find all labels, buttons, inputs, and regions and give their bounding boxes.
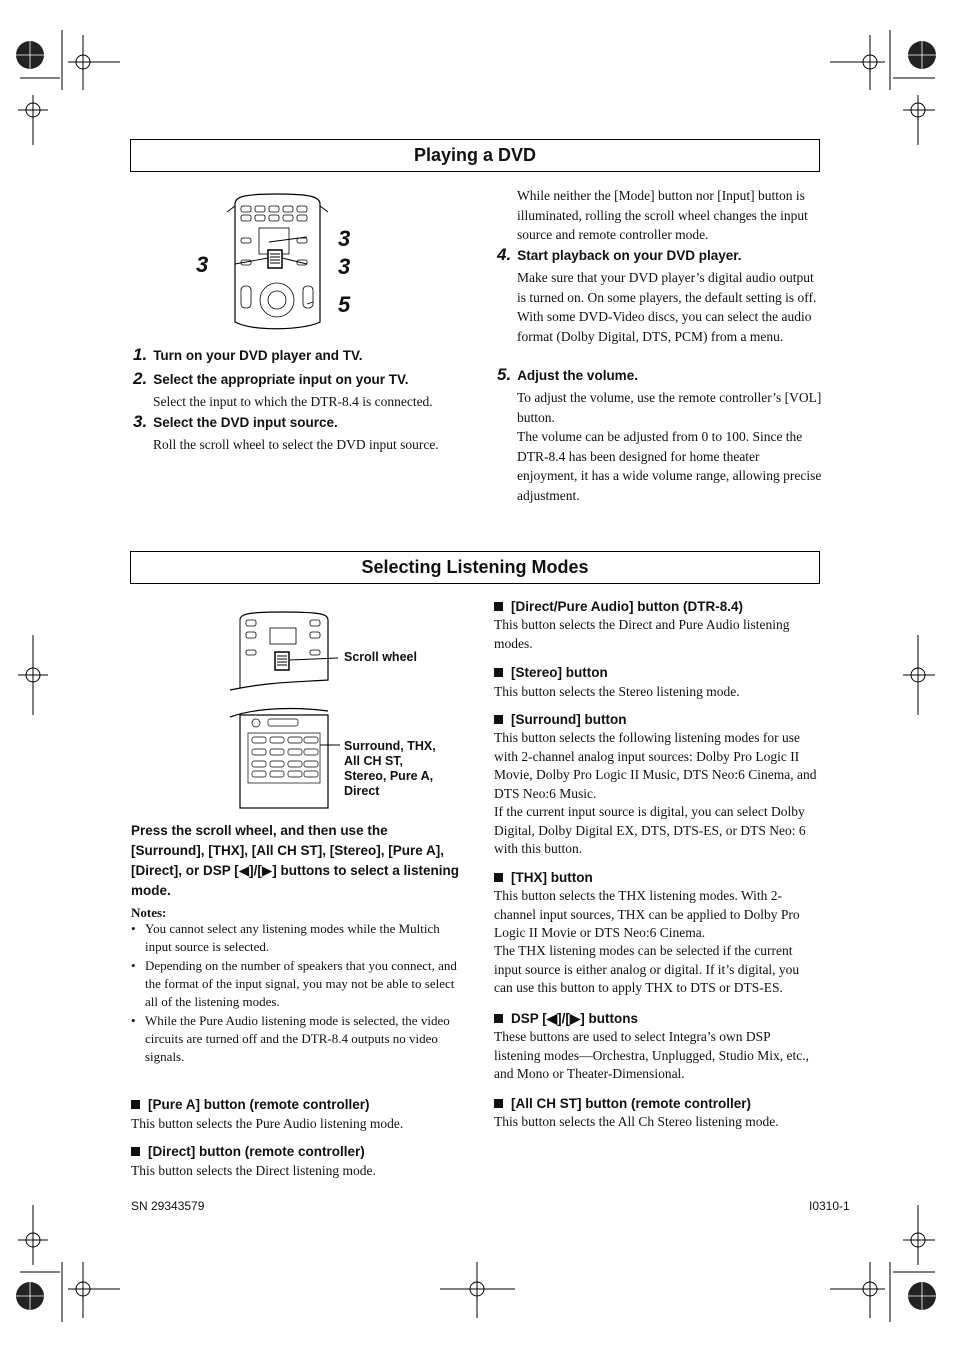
item-dsp-body: These buttons are used to select Integra’s own DSP listening modes—Orchestra, Unplugged, Studio Mix, etc., and Mono or Theater-Dimensional.	[494, 1029, 809, 1081]
footer-serial: SN 29343579	[131, 1199, 205, 1213]
remote-mode-buttons-illustration	[228, 705, 340, 810]
step-number: 1.	[133, 345, 148, 364]
square-bullet-icon	[494, 602, 503, 611]
intro-paragraph: While neither the [Mode] button nor [Input] button is illuminated, rolling the scroll wheel changes the input source and remote controller mode.	[517, 188, 808, 242]
step-3-body: Roll the scroll wheel to select the DVD input source.	[153, 437, 439, 452]
item-title: [Surround] button	[511, 712, 627, 727]
item-direct-title	[131, 1144, 365, 1159]
step-4	[497, 245, 742, 265]
footer-code: I0310-1	[809, 1199, 850, 1213]
item-surround-title	[494, 712, 626, 727]
step-4-body: Make sure that your DVD player’s digital audio output is turned on. On some players, the default setting is off. With some DVD-Video discs, you can select the audio format (Dolby Digital, DTS, PCM) from a menu.	[517, 270, 817, 344]
step-title: Select the appropriate input on your TV.	[153, 372, 409, 387]
label-scroll-wheel: Scroll wheel	[344, 650, 417, 664]
notes-list	[131, 920, 459, 1066]
item-direct-body: This button selects the Direct listening mode.	[131, 1163, 376, 1178]
step-number: 2.	[133, 369, 148, 388]
square-bullet-icon	[131, 1100, 140, 1109]
item-thx-body-2: The THX listening modes can be selected if the current input source is either analog or digital. If it’s digital, you can use this button to apply THX to DTS or DTS-ES.	[494, 943, 800, 995]
callout-3-left: 3	[196, 252, 209, 277]
step-number: 5.	[497, 365, 512, 384]
square-bullet-icon	[494, 1099, 503, 1108]
step-1	[133, 345, 362, 365]
item-direct-pure-audio-title	[494, 599, 743, 614]
section-title-listening-modes: Selecting Listening Modes	[130, 551, 820, 584]
note-item: • Depending on the number of speakers that you connect, and the format of the input signal, you may not be able to select all of the listening modes.	[131, 957, 459, 1011]
step-title: Start playback on your DVD player.	[517, 248, 742, 263]
item-all-ch-st-body: This button selects the All Ch Stereo listening mode.	[494, 1114, 779, 1129]
item-stereo-body: This button selects the Stereo listening mode.	[494, 684, 740, 699]
item-title: [Direct/Pure Audio] button (DTR-8.4)	[511, 599, 743, 614]
remote-scroll-wheel-illustration	[228, 610, 338, 692]
item-dsp-title	[494, 1011, 638, 1027]
item-title: [Pure A] button (remote controller)	[148, 1097, 370, 1112]
note-item: • While the Pure Audio listening mode is selected, the video circuits are turned off and the DTR-8.4 outputs no video signals.	[131, 1012, 459, 1066]
item-thx-body: This button selects the THX listening modes. With 2-channel input sources, THX can be applied to Dolby Pro Logic II Movie or DTS Neo:6 Cinema.	[494, 888, 800, 940]
notes-title: Notes:	[131, 905, 167, 920]
item-pure-a-title	[131, 1097, 370, 1112]
step-3	[133, 412, 338, 432]
instruction-paragraph: Press the scroll wheel, and then use the [Surround], [THX], [All CH ST], [Stereo], [Pure A], [Direct], or DSP [◀]/[▶] buttons to select a listening mode.	[131, 823, 460, 898]
step-number: 3.	[133, 412, 148, 431]
step-2	[133, 369, 408, 389]
callout-3-right: 3	[338, 254, 351, 279]
note-item: • You cannot select any listening modes while the Multich input source is selected.	[131, 920, 459, 956]
step-title: Turn on your DVD player and TV.	[153, 348, 363, 363]
callout-5: 5	[338, 292, 351, 317]
step-5-body-2: The volume can be adjusted from 0 to 100. Since the DTR-8.4 has been designed for home theater enjoyment, it has a wide volume range, allowing precise adjustment.	[517, 429, 822, 503]
section-title-playing-dvd: Playing a DVD	[130, 139, 820, 172]
square-bullet-icon	[494, 873, 503, 882]
callout-3-top: 3	[338, 226, 351, 251]
step-number: 4.	[497, 245, 512, 264]
step-title: Adjust the volume.	[517, 368, 638, 383]
item-surround-body-2: If the current input source is digital, you can select Dolby Digital, Dolby Digital EX, DTS, DTS-ES, or DTS Neo: 6 with this button.	[494, 804, 806, 856]
square-bullet-icon	[131, 1147, 140, 1156]
item-title: [THX] button	[511, 870, 593, 885]
square-bullet-icon	[494, 1014, 503, 1023]
item-title: [All CH ST] button (remote controller)	[511, 1096, 751, 1111]
step-2-body: Select the input to which the DTR-8.4 is connected.	[153, 394, 433, 409]
remote-control-illustration	[225, 192, 330, 337]
step-5-body: To adjust the volume, use the remote controller’s [VOL] button.	[517, 390, 822, 425]
item-pure-a-body: This button selects the Pure Audio listening mode.	[131, 1116, 404, 1131]
item-title: [Stereo] button	[511, 665, 608, 680]
item-thx-title	[494, 870, 593, 885]
item-direct-pure-audio-body: This button selects the Direct and Pure Audio listening modes.	[494, 617, 790, 651]
step-5	[497, 365, 638, 385]
label-surround-group: Surround, THX, All CH ST, Stereo, Pure A, Direct	[344, 739, 436, 798]
item-surround-body: This button selects the following listening modes for use with 2-channel analog input sources: Dolby Pro Logic II Movie, Dolby Pro Logic II Music, DTS Neo:6 Cinema, and DTS Neo:6 Music.	[494, 730, 817, 801]
step-title: Select the DVD input source.	[153, 415, 338, 430]
item-stereo-title	[494, 665, 608, 680]
item-all-ch-st-title	[494, 1096, 751, 1111]
square-bullet-icon	[494, 668, 503, 677]
square-bullet-icon	[494, 715, 503, 724]
item-title: [Direct] button (remote controller)	[148, 1144, 365, 1159]
item-title: DSP [◀]/[▶] buttons	[511, 1011, 638, 1026]
